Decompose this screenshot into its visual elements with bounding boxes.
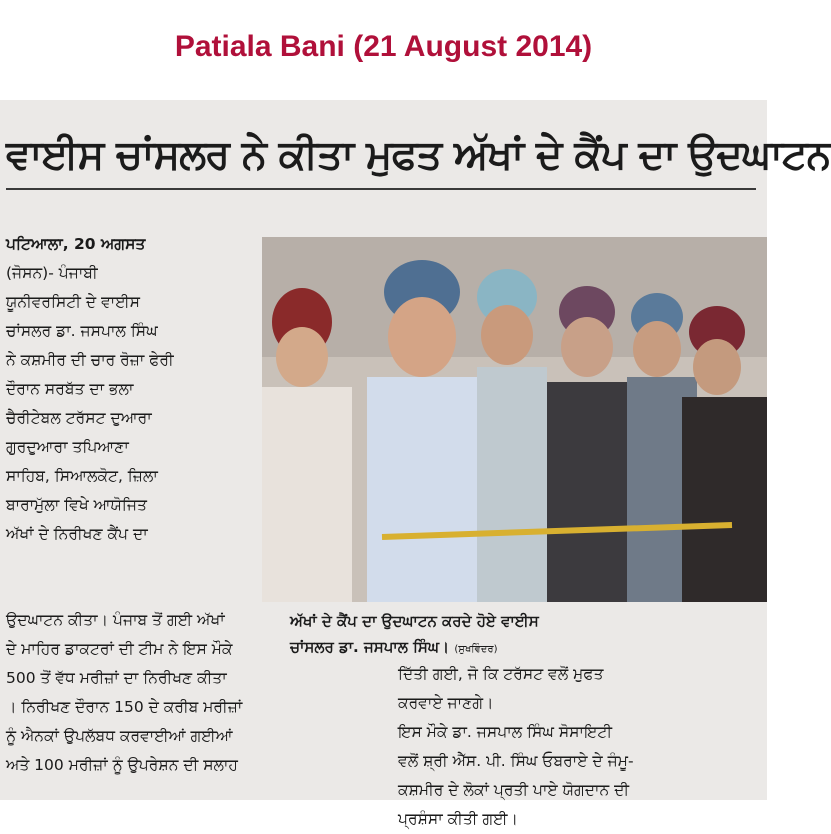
body-line: 500 ਤੋਂ ਵੱਧ ਮਰੀਜ਼ਾਂ ਦਾ ਨਿਰੀਖਣ ਕੀਤਾ — [6, 669, 227, 687]
photo-credit: (ਸੁਖਵਿੰਦਰ) — [454, 644, 498, 655]
page-caption: Patiala Bani (21 August 2014) — [174, 30, 593, 63]
body-line: ਪ੍ਰਸ਼ੰਸਾ ਕੀਤੀ ਗਈ। — [398, 810, 518, 828]
body-line: ਗੁਰਦੁਆਰਾ ਤਪਿਆਣਾ — [6, 438, 129, 456]
body-line: ਬਾਰਾਮੁੱਲਾ ਵਿਖੇ ਆਯੋਜਿਤ — [6, 496, 147, 514]
body-line: ਉਦਘਾਟਨ ਕੀਤਾ। ਪੰਜਾਬ ਤੋਂ ਗਈ ਅੱਖਾਂ — [6, 611, 225, 629]
photo-illustration — [262, 237, 767, 602]
article-headline: ਵਾਈਸ ਚਾਂਸਲਰ ਨੇ ਕੀਤਾ ਮੁਫਤ ਅੱਖਾਂ ਦੇ ਕੈਂਪ ਦਾ ਉਦਘਾਟਨ — [6, 132, 831, 178]
body-line: ਯੂਨੀਵਰਸਿਟੀ ਦੇ ਵਾਈਸ — [6, 293, 140, 311]
body-line: ਕਸ਼ਮੀਰ ਦੇ ਲੋਕਾਂ ਪ੍ਰਤੀ ਪਾਏ ਯੋਗਦਾਨ ਦੀ — [398, 781, 630, 799]
photo-caption-text: ਚਾਂਸਲਰ ਡਾ. ਜਸਪਾਲ ਸਿੰਘ। — [290, 638, 450, 656]
body-line: ਵਲੋਂ ਸ਼੍ਰੀ ਐੱਸ. ਪੀ. ਸਿੰਘ ਓਬਰਾਏ ਦੇ ਜੰਮੂ- — [398, 752, 634, 770]
body-line: ਚਾਂਸਲਰ ਡਾ. ਜਸਪਾਲ ਸਿੰਘ — [6, 322, 158, 340]
body-line: ਦੌਰਾਨ ਸਰਬੱਤ ਦਾ ਭਲਾ — [6, 380, 134, 398]
body-line: ਦਿੱਤੀ ਗਈ, ਜੋ ਕਿ ਟਰੱਸਟ ਵਲੋਂ ਮੁਫਤ — [398, 665, 604, 683]
body-line: ਚੈਰੀਟੇਬਲ ਟਰੱਸਟ ਦੁਆਰਾ — [6, 409, 152, 427]
body-line: ਅੱਖਾਂ ਦੇ ਨਿਰੀਖਣ ਕੈਂਪ ਦਾ — [6, 525, 148, 543]
body-line: ਦੇ ਮਾਹਿਰ ਡਾਕਟਰਾਂ ਦੀ ਟੀਮ ਨੇ ਇਸ ਮੌਕੇ — [6, 640, 233, 658]
newspaper-clipping — [0, 100, 831, 828]
headline-divider — [6, 188, 756, 190]
article-body-right-column — [398, 660, 758, 834]
article-dateline: ਪਟਿਆਲਾ, 20 ਅਗਸਤ — [6, 235, 146, 253]
article-body-left-column — [6, 230, 258, 549]
body-line: ਨੇ ਕਸ਼ਮੀਰ ਦੀ ਚਾਰ ਰੋਜ਼ਾ ਫੇਰੀ — [6, 351, 174, 369]
body-line: ਸਾਹਿਬ, ਸਿਆਲਕੋਟ, ਜ਼ਿਲਾ — [6, 467, 158, 485]
photo-caption-line: ਅੱਖਾਂ ਦੇ ਕੈਂਪ ਦਾ ਉਦਘਾਟਨ ਕਰਦੇ ਹੋਏ ਵਾਈਸ — [290, 612, 539, 630]
body-line: ਨੂੰ ਐਨਕਾਂ ਉਪਲੱਬਧ ਕਰਵਾਈਆਂ ਗਈਆਂ — [6, 727, 233, 745]
article-body-lower-column — [6, 606, 376, 780]
body-line: (ਜੋਸਨ)- ਪੰਜਾਬੀ — [6, 264, 98, 282]
body-line: ਕਰਵਾਏ ਜਾਣਗੇ। — [398, 694, 494, 712]
event-photo — [262, 237, 767, 602]
body-line: ਅਤੇ 100 ਮਰੀਜ਼ਾਂ ਨੂੰ ਉਪਰੇਸ਼ਨ ਦੀ ਸਲਾਹ — [6, 756, 238, 774]
body-line: । ਨਿਰੀਖਣ ਦੌਰਾਨ 150 ਦੇ ਕਰੀਬ ਮਰੀਜ਼ਾਂ — [6, 698, 243, 716]
body-line: ਇਸ ਮੌਕੇ ਡਾ. ਜਸਪਾਲ ਸਿੰਘ ਸੋਸਾਇਟੀ — [398, 723, 612, 741]
